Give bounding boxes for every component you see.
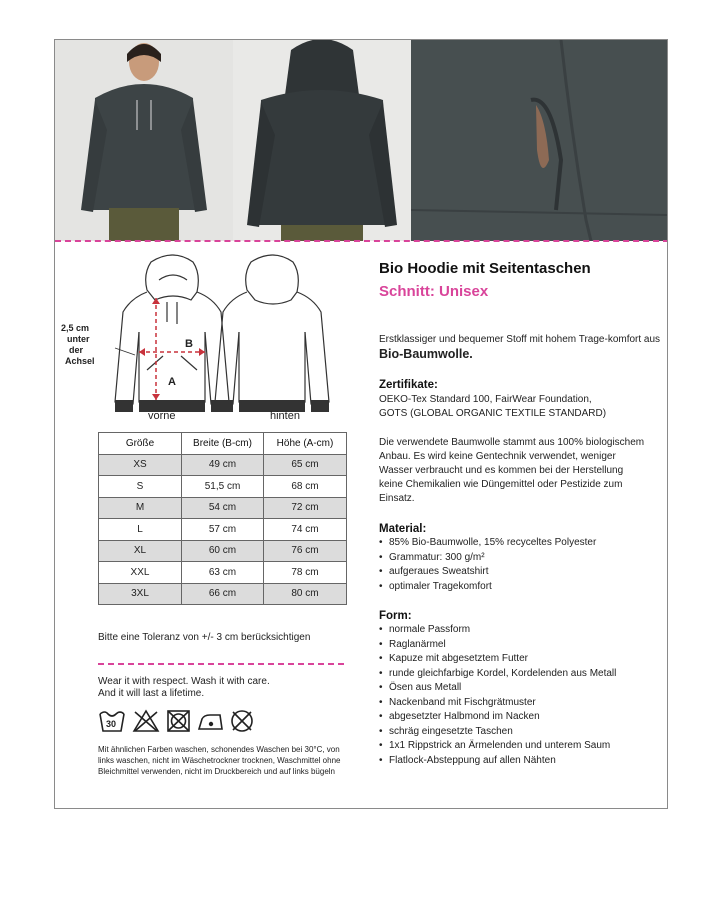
material-section [379,523,661,594]
form-list [379,623,661,768]
size-cell: XS [99,454,182,476]
header-height: Höhe (A-cm) [264,433,347,455]
height-cell: 80 cm [264,583,347,605]
product-title: Bio Hoodie mit Seitentaschen [379,260,591,277]
list-item: • Nackenband mit Fischgrätmuster [379,696,661,711]
height-cell: 65 cm [264,454,347,476]
tolerance-note: Bitte eine Toleranz von +/- 3 cm berücksichtigen [98,632,311,643]
no-tumble-dry-icon [168,711,189,731]
table-row [99,476,347,498]
width-cell: 57 cm [182,519,264,541]
table-row [99,540,347,562]
size-cell: XL [99,540,182,562]
material-heading: Material: [379,523,427,535]
height-cell: 72 cm [264,497,347,519]
measure-b-label: B [185,338,193,350]
certificates-section [379,378,661,421]
size-cell: L [99,519,182,541]
certificates-line-1: OEKO-Tex Standard 100, FairWear Foundation, [379,394,592,405]
care-slogan [98,676,270,700]
photo-front-model [55,40,233,241]
width-cell: 49 cm [182,454,264,476]
size-cell: S [99,476,182,498]
list-item: • aufgeraues Sweatshirt [379,565,661,580]
size-table-header [99,433,347,455]
list-item: • Flatlock-Absteppung auf allen Nähten [379,754,661,769]
divider-care [98,663,344,665]
width-cell: 66 cm [182,583,264,605]
height-cell: 76 cm [264,540,347,562]
divider-top [55,240,668,242]
height-cell: 78 cm [264,562,347,584]
no-bleach-icon [134,711,158,731]
width-cell: 54 cm [182,497,264,519]
no-dry-clean-icon [232,711,252,731]
front-label: vorne [148,410,176,422]
armpit-note: 2,5 cm unter der Achsel [61,323,95,366]
height-cell: 74 cm [264,519,347,541]
list-item: • schräg eingesetzte Taschen [379,725,661,740]
table-row [99,454,347,476]
size-cell: 3XL [99,583,182,605]
size-cell: XXL [99,562,182,584]
list-item: • normale Passform [379,623,661,638]
list-item: • abgesetzter Halbmond im Nacken [379,710,661,725]
product-sheet [54,39,668,809]
table-row [99,562,347,584]
slogan-line-1: Wear it with respect. Wash it with care. [98,676,270,687]
list-item: • runde gleichfarbige Kordel, Kordelenden aus Metall [379,667,661,682]
list-item: • Raglanärmel [379,638,661,653]
table-row [99,497,347,519]
height-cell: 68 cm [264,476,347,498]
width-cell: 60 cm [182,540,264,562]
list-item: • optimaler Tragekomfort [379,580,661,595]
measure-a-label: A [168,376,176,388]
photo-back-model [233,40,411,241]
photo-pocket-detail [411,40,668,241]
slogan-line-2: And it will last a lifetime. [98,688,205,699]
certificates-line-2: GOTS (GLOBAL ORGANIC TEXTILE STANDARD) [379,408,607,419]
table-row [99,583,347,605]
list-item: • 85% Bio-Baumwolle, 15% recyceltes Polyester [379,536,661,551]
material-list [379,536,661,594]
form-heading: Form: [379,610,412,622]
certificates-heading: Zertifikate: [379,379,438,391]
care-icons [98,708,268,734]
list-item: • Grammatur: 300 g/m² [379,551,661,566]
back-label: hinten [270,410,300,422]
svg-text:30: 30 [106,719,117,729]
size-table [98,432,347,605]
table-row [99,519,347,541]
hoodie-sketch [73,252,333,424]
iron-low-icon [199,715,222,729]
intro-highlight: Bio-Baumwolle. [379,347,473,361]
list-item: • Ösen aus Metall [379,681,661,696]
product-subtitle: Schnitt: Unisex [379,283,489,300]
form-section [379,610,661,768]
list-item: • 1x1 Rippstrick an Ärmelenden und unterem Saum [379,739,661,754]
origin-text: Die verwendete Baumwolle stammt aus 100% biologischem Anbau. Es wird keine Gentechnik verwendet, weniger Wasser verbraucht und es kommen bei der Herstellung keine Chemikalien wie Düngemittel oder Pestizide zum Einsatz. [379,437,645,504]
header-size: Größe [99,433,182,455]
measurement-diagram [73,252,333,424]
care-instructions: Mit ähnlichen Farben waschen, schonendes Waschen bei 30°C, von links waschen, nicht im Wäschetrockner trocknen, Waschmittel ohne Bleichmittel verwenden, nicht im Druckbereich und auf links bügeln [98,745,341,776]
list-item: • Kapuze mit abgesetztem Futter [379,652,661,667]
width-cell: 51,5 cm [182,476,264,498]
product-photos [55,40,668,241]
header-width: Breite (B-cm) [182,433,264,455]
width-cell: 63 cm [182,562,264,584]
wash-30-icon [100,712,124,731]
size-cell: M [99,497,182,519]
intro-text: Erstklassiger und bequemer Stoff mit hohem Trage-komfort aus Bio-Baumwolle. [379,334,661,361]
